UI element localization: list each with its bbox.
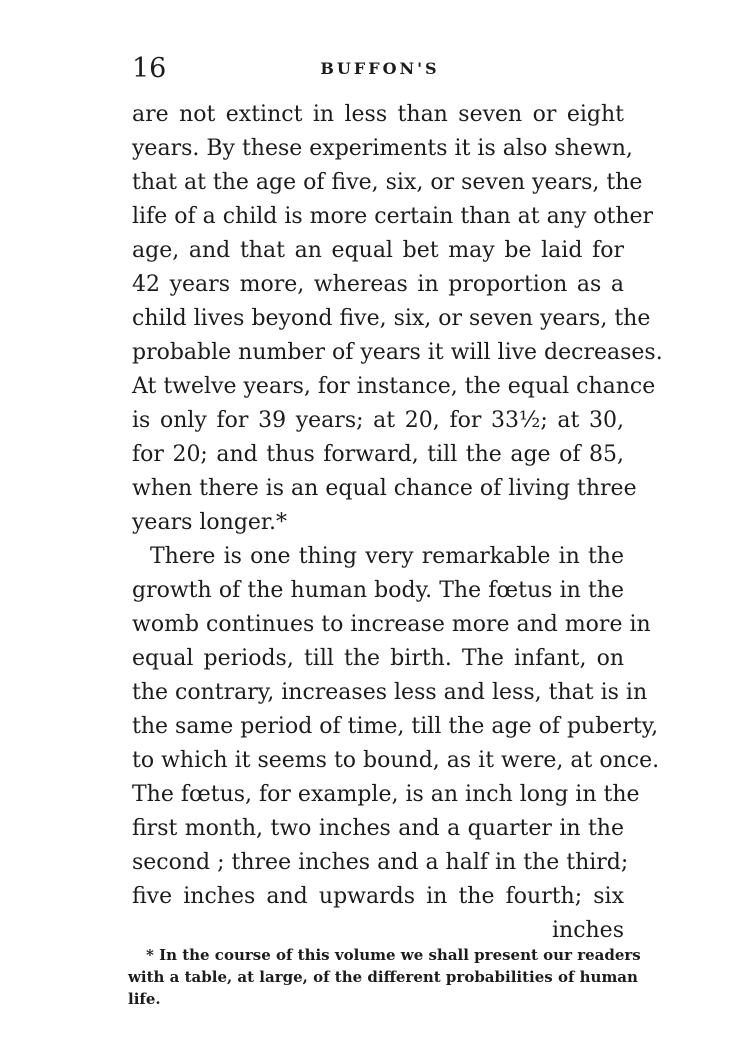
- text-line: equal periods, till the birth. The infant, on: [132, 646, 624, 671]
- text-line: the contrary, increases less and less, that is in: [132, 680, 648, 705]
- running-head: BUFFON'S: [320, 59, 440, 78]
- page-header: [132, 52, 628, 86]
- text-line: first month, two inches and a quarter in the: [132, 816, 624, 841]
- text-line: growth of the human body. The fœtus in the: [132, 578, 624, 603]
- text-line: child lives beyond five, six, or seven years, the: [132, 306, 651, 331]
- body-text: [132, 98, 663, 948]
- catchword: inches: [551, 918, 624, 943]
- text-line: the same period of time, till the age of puberty,: [132, 714, 659, 739]
- text-line: is only for 39 years; at 20, for 33½; at 30,: [132, 408, 624, 433]
- text-line: age, and that an equal bet may be laid for: [132, 238, 624, 263]
- text-line: There is one thing very remarkable in the: [150, 544, 624, 569]
- text-line: 42 years more, whereas in proportion as a: [132, 272, 624, 297]
- page-number: 16: [132, 53, 167, 84]
- text-line: At twelve years, for instance, the equal chance: [132, 374, 656, 399]
- text-line: probable number of years it will live decreases.: [132, 340, 663, 365]
- text-line: five inches and upwards in the fourth; six: [132, 884, 624, 909]
- text-line: are not extinct in less than seven or eight: [132, 102, 624, 127]
- text-line: for 20; and thus forward, till the age of 85,: [132, 442, 624, 467]
- text-line: second ; three inches and a half in the third;: [132, 850, 629, 875]
- text-line: that at the age of five, six, or seven years, the: [132, 170, 643, 195]
- footnote-line: with a table, at large, of the different probabilities of human: [128, 968, 638, 986]
- text-line: womb continues to increase more and more in: [132, 612, 651, 637]
- footnote-line: life.: [128, 990, 161, 1008]
- text-line: when there is an equal chance of living three: [132, 476, 637, 501]
- text-line: life of a child is more certain than at any other: [132, 204, 654, 229]
- text-line: years longer.*: [132, 510, 288, 535]
- text-line: The fœtus, for example, is an inch long in the: [132, 782, 640, 807]
- footnote: [128, 944, 641, 1010]
- text-line: to which it seems to bound, as it were, at once.: [132, 748, 660, 773]
- footnote-line: * In the course of this volume we shall present our readers: [146, 946, 641, 964]
- text-line: years. By these experiments it is also shewn,: [132, 136, 633, 161]
